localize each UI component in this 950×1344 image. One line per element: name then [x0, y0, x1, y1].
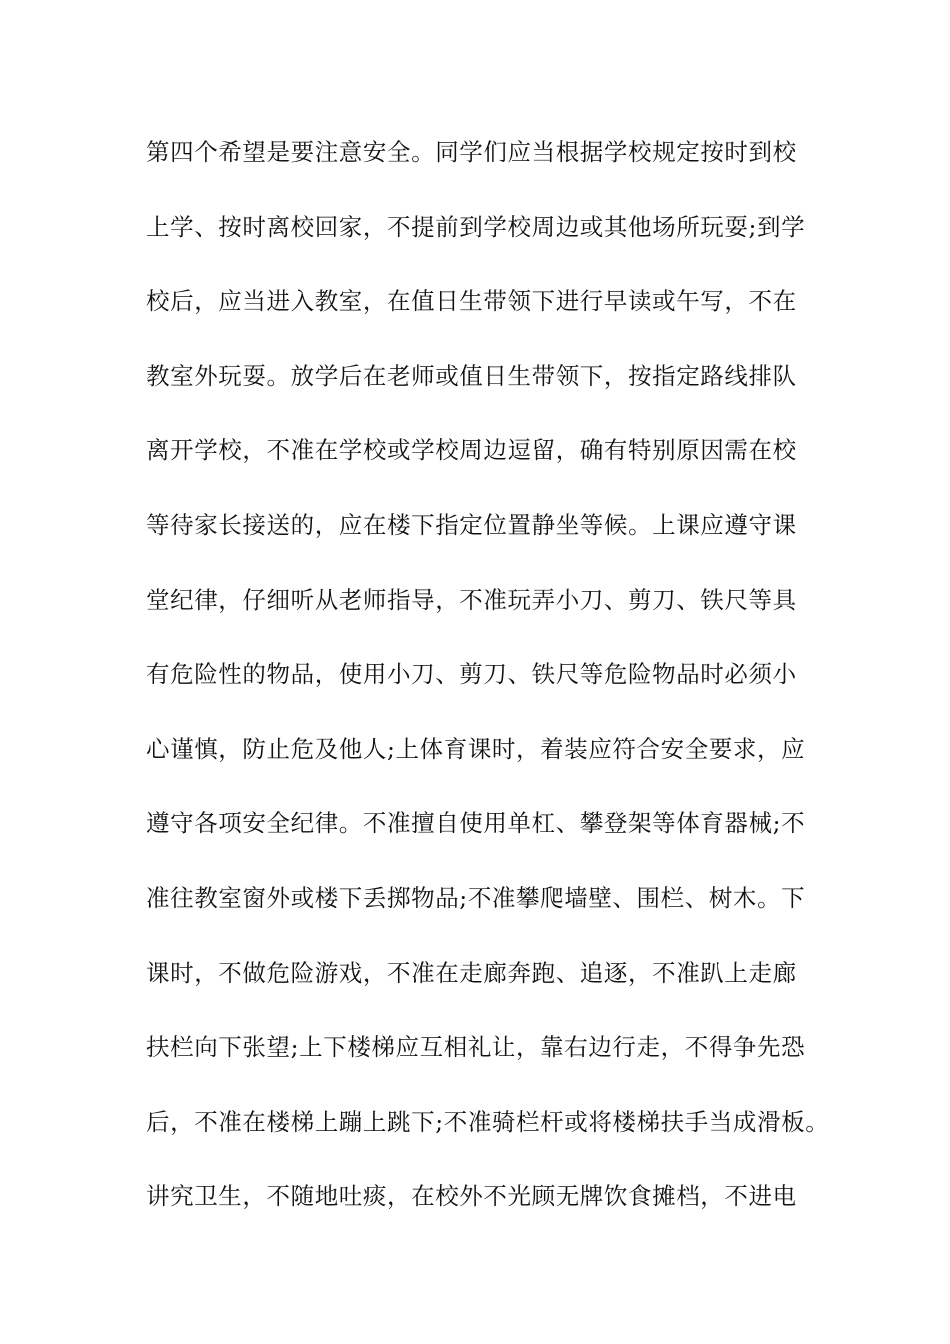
text-line: 等待家长接送的，应在楼下指定位置静坐等候。上课应遵守课 — [146, 510, 797, 539]
text-line: 离开学校，不准在学校或学校周边逗留，确有特别原因需在校 — [146, 436, 797, 465]
text-line: 心谨慎，防止危及他人;上体育课时，着装应符合安全要求，应 — [146, 734, 806, 763]
text-line: 准往教室窗外或楼下丢掷物品;不准攀爬墙壁、围栏、树木。下 — [146, 883, 806, 912]
text-line: 上学、按时离校回家，不提前到学校周边或其他场所玩耍;到学 — [146, 212, 806, 241]
body-text — [146, 132, 830, 1251]
text-line: 堂纪律，仔细听从老师指导，不准玩弄小刀、剪刀、铁尺等具 — [146, 585, 797, 614]
text-line: 扶栏向下张望;上下楼梯应互相礼让，靠右边行走，不得争先恐 — [146, 1033, 806, 1062]
text-line: 后，不准在楼梯上蹦上跳下;不准骑栏杆或将楼梯扶手当成滑板。 — [146, 1107, 830, 1136]
text-line: 第四个希望是要注意安全。同学们应当根据学校规定按时到校 — [146, 138, 797, 166]
text-line: 校后，应当进入教室，在值日生带领下进行早读或午写，不在 — [146, 287, 797, 316]
text-line: 有危险性的物品，使用小刀、剪刀、铁尺等危险物品时必须小 — [146, 660, 797, 689]
text-line: 遵守各项安全纪律。不准擅自使用单杠、攀登架等体育器械;不 — [146, 809, 806, 838]
text-line: 讲究卫生，不随地吐痰，在校外不光顾无牌饮食摊档，不进电 — [146, 1182, 797, 1211]
text-line: 教室外玩耍。放学后在老师或值日生带领下，按指定路线排队 — [146, 361, 797, 390]
text-line: 课时，不做危险游戏，不准在走廊奔跑、追逐，不准趴上走廊 — [146, 958, 797, 987]
